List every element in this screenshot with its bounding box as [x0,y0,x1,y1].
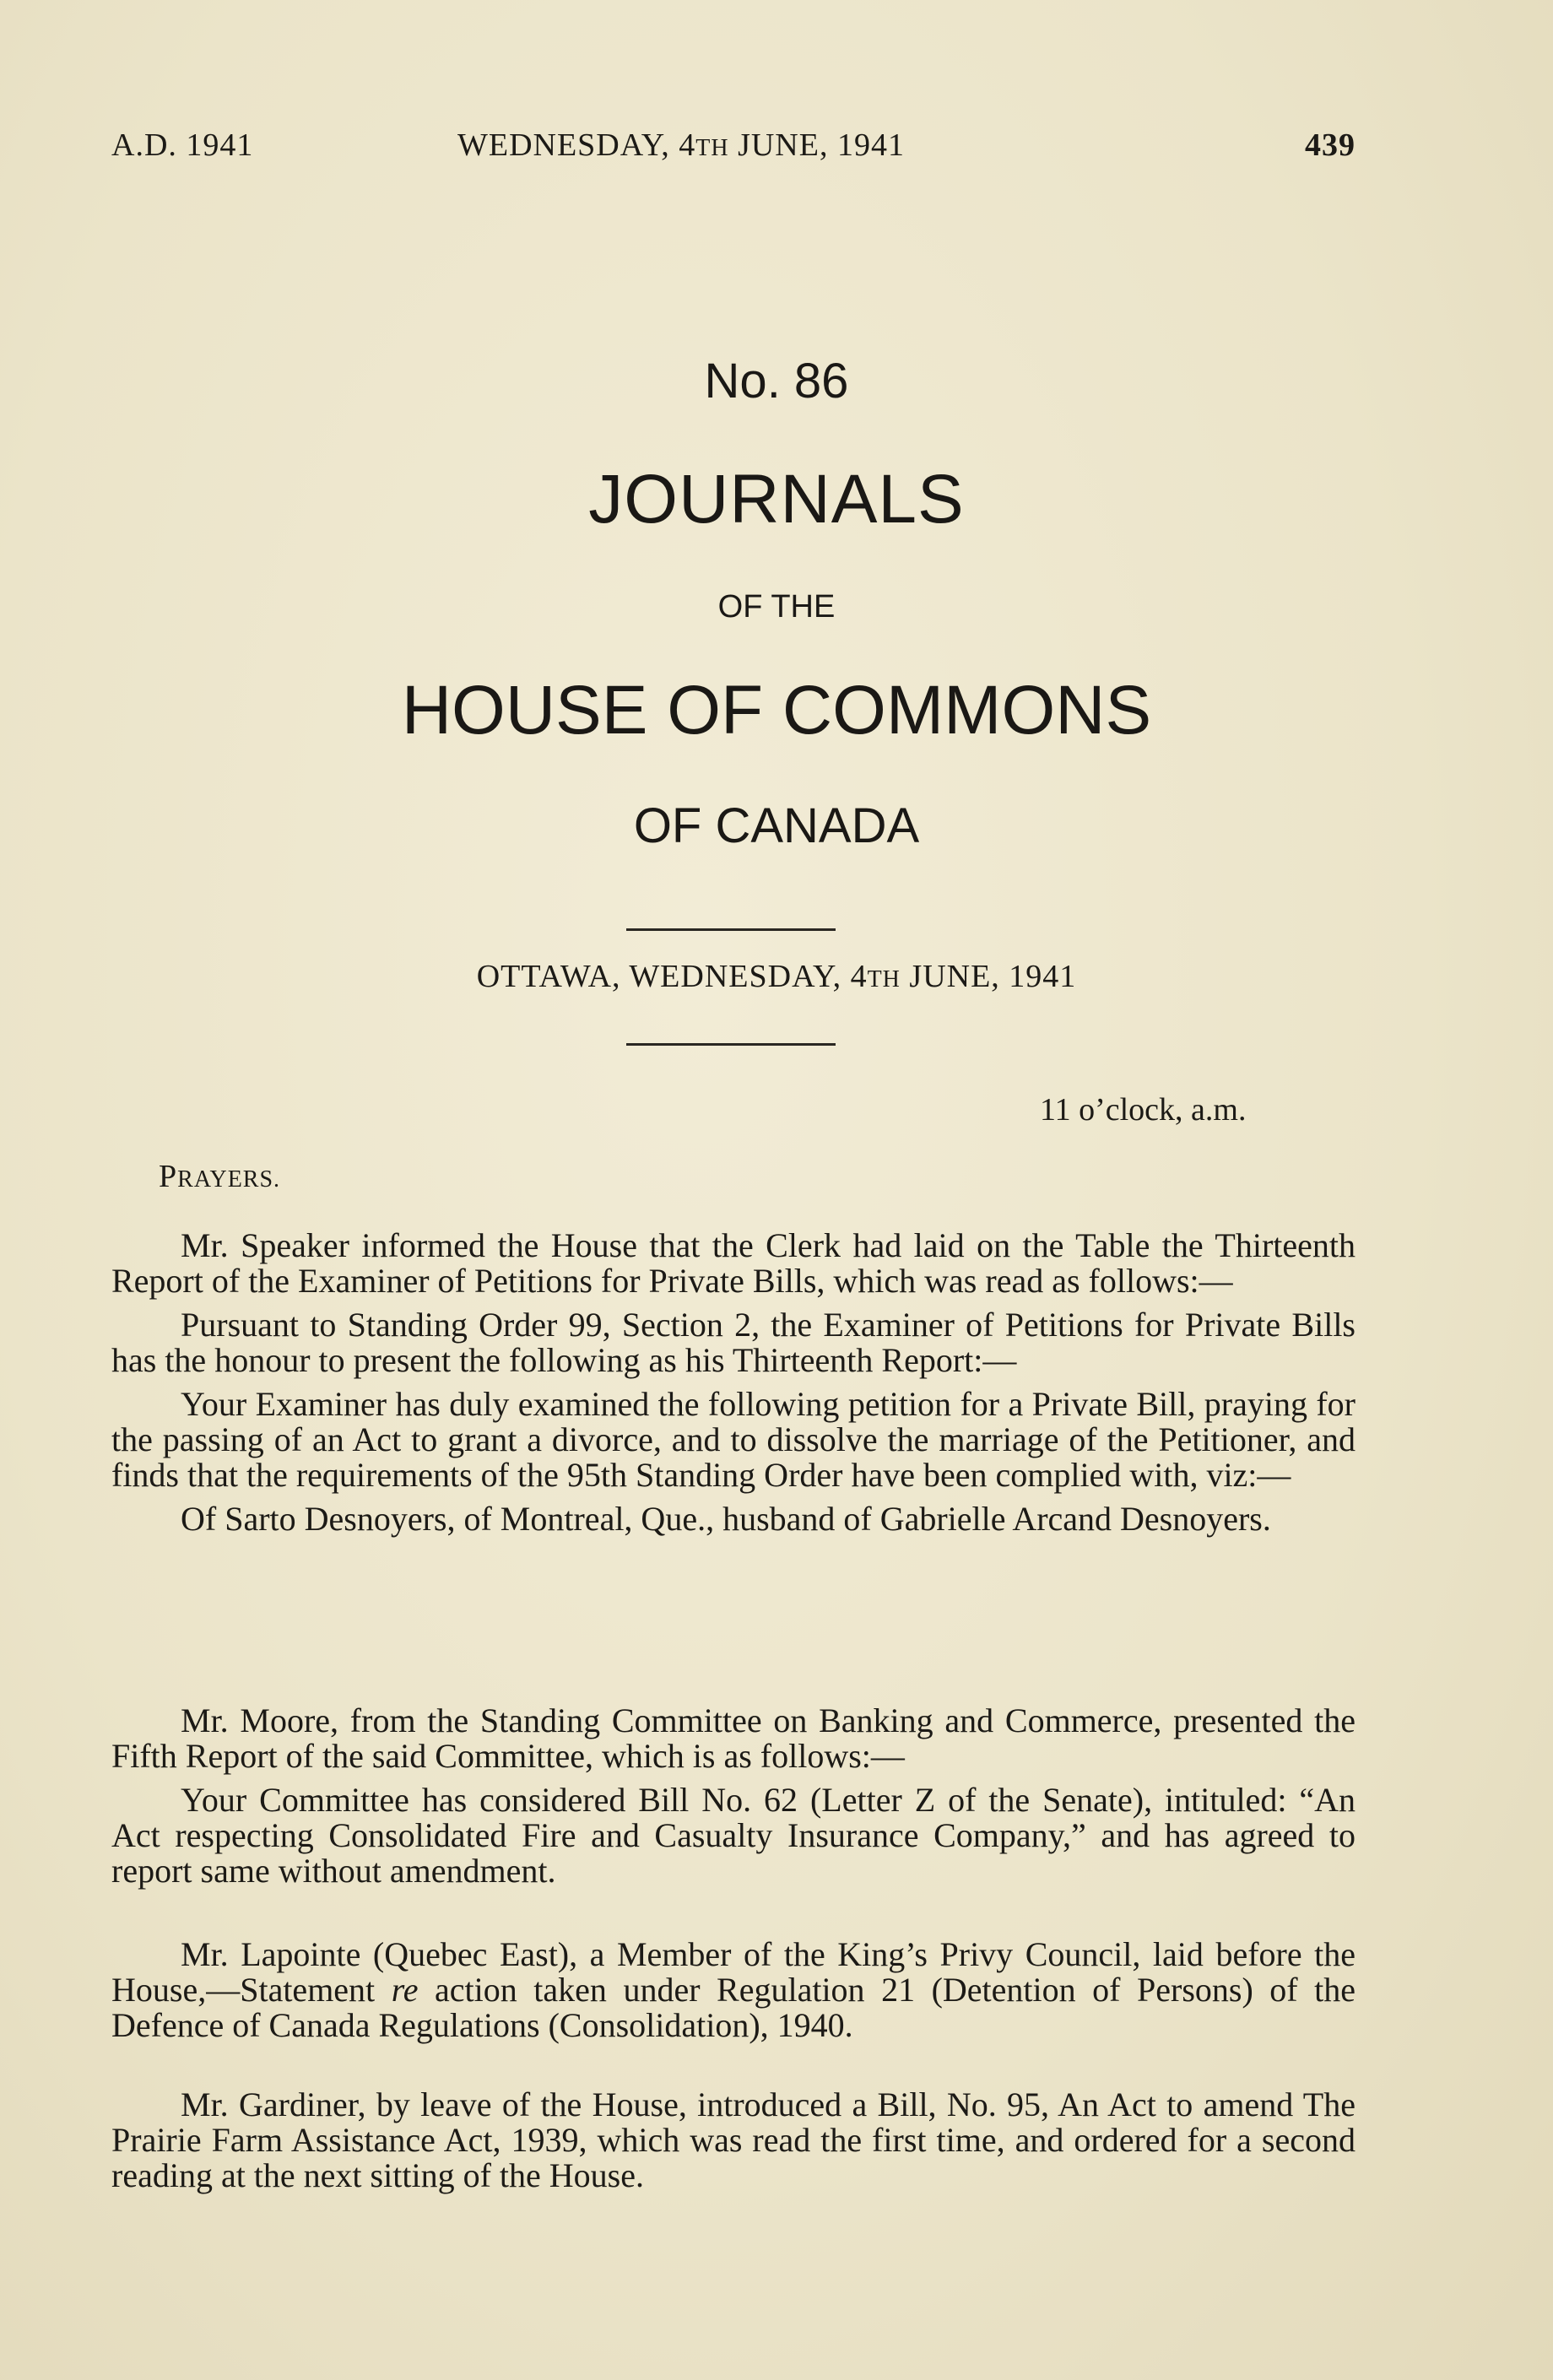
lapointe-text-2: action taken under Regulation 21 (Detention of Persons) of the Defence of Canada Regulations (Consolidation), 1940. [111,1971,1355,2044]
divider-top [626,928,836,931]
divider-bottom [626,1043,836,1046]
dateline-ordinal: TH [867,966,901,993]
title-of-the: OF THE [717,589,836,625]
title-of-canada: OF CANADA [633,798,920,853]
prayers-rest: RAYERS. [177,1166,281,1193]
paragraph-examiner: Your Examiner has duly examined the following petition for a Private Bill, praying for the passing of an Act to grant a divorce, and to dissolve the marriage of the Petitioner, and finds that the requirements of the 95th Standing Order have been complied with, viz:— [111,1385,1355,1494]
paragraph-moore-report: Mr. Moore, from the Standing Committee on Banking and Commerce, presented the Fifth Report of the said Committee, which is as follows:— [111,1701,1355,1775]
proceedings-block-4 [111,2087,1355,2193]
running-head-date-ordinal: TH [695,135,729,161]
paragraph-speaker-report: Mr. Speaker informed the House that the Clerk had laid on the Table the Thirteenth Report of the Examiner of Petitions for Private Bills, which was read as follows:— [111,1226,1355,1300]
proceedings-block-3 [111,1937,1355,2043]
dateline [0,958,1553,995]
title-house-of-commons: HOUSE OF COMMONS [401,672,1152,749]
page-number: 439 [1305,127,1355,163]
dateline-prefix: OTTAWA, WEDNESDAY, 4 [476,959,868,994]
paragraph-petitioner: Of Sarto Desnoyers, of Montreal, Que., husband of Gabrielle Arcand Desnoyers. [181,1500,1271,1538]
prayers-initial: P [159,1159,178,1194]
lapointe-text-1: Mr. Lapointe (Quebec East), a Member of the King’s Privy Council, laid before the House,—Statement [111,1935,1355,2009]
lapointe-text-re: re [391,1971,419,2009]
paragraph-gardiner: Mr. Gardiner, by leave of the House, introduced a Bill, No. 95, An Act to amend The Prairie Farm Assistance Act, 1939, which was read the first time, and ordered for a second reading at the next sitting of the House. [111,2085,1355,2194]
running-head [111,127,1355,177]
running-head-date [457,127,905,164]
title-journals: JOURNALS [588,461,965,538]
paragraph-lapointe [111,1937,1355,2043]
sitting-time: 11 o’clock, a.m. [1040,1092,1247,1128]
issue-number: No. 86 [704,354,849,408]
proceedings-block-2 [111,1703,1355,1889]
running-head-date-prefix: WEDNESDAY, 4 [457,127,696,163]
paragraph-standing-order: Pursuant to Standing Order 99, Section 2, the Examiner of Petitions for Private Bills has the honour to present the following as his Thirteenth Report:— [111,1306,1355,1379]
running-head-date-suffix: JUNE, 1941 [728,127,905,163]
proceedings-block-1 [111,1228,1355,1537]
prayers-heading [159,1158,280,1195]
paragraph-committee: Your Committee has considered Bill No. 62 (Letter Z of the Senate), intituled: “An Act respecting Consolidated Fire and Casualty Insurance Company,” and has agreed to report same without amendment. [111,1781,1355,1890]
running-head-year: A.D. 1941 [111,127,254,163]
dateline-suffix: JUNE, 1941 [900,959,1077,994]
